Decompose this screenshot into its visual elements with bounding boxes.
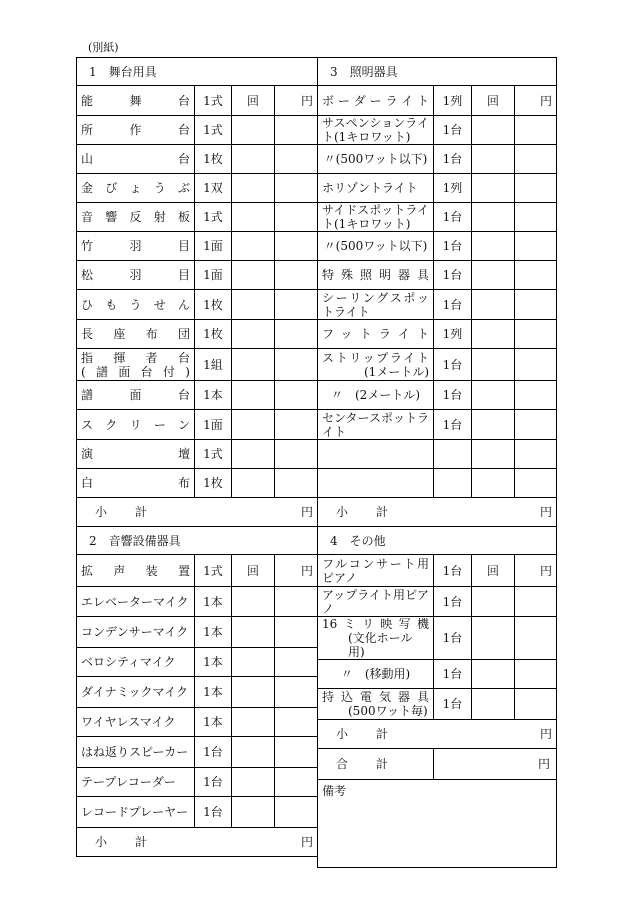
amount-cell	[515, 320, 557, 349]
item-name: 所作台	[77, 116, 195, 145]
section-title-sound-equipment: 2 音響設備器具	[77, 527, 318, 555]
item-qty: 1式	[195, 86, 232, 116]
table-row	[77, 708, 318, 737]
amount-cell	[515, 410, 557, 440]
item-qty: 1本	[195, 677, 232, 708]
times-cell	[232, 232, 275, 261]
amount-cell	[515, 145, 557, 174]
table-row	[318, 116, 557, 145]
empty-cell	[515, 469, 557, 498]
subtotal-row	[318, 720, 557, 749]
subtotal-row	[77, 828, 318, 857]
subtotal-cell	[318, 498, 557, 527]
times-header: 回	[232, 86, 275, 116]
amount-cell	[275, 290, 318, 320]
amount-cell	[275, 617, 318, 648]
yen-header: 円	[515, 555, 557, 587]
item-name: エレベーターマイク	[77, 587, 195, 617]
item-name-line2: (500ワット毎)	[348, 704, 428, 718]
times-cell	[232, 708, 275, 737]
table-row	[77, 320, 318, 349]
subtotal-unit: 円	[539, 727, 552, 741]
times-cell	[232, 261, 275, 290]
amount-cell	[515, 203, 557, 232]
item-name: ひもうせん	[77, 290, 195, 320]
item-name: スクリーン	[77, 410, 195, 440]
item-qty: 1枚	[195, 320, 232, 349]
amount-cell	[515, 617, 557, 660]
table-row	[318, 469, 557, 498]
item-qty: 1列	[434, 86, 472, 116]
times-cell	[472, 689, 515, 720]
item-name-line1: 16ミリ映写機	[322, 617, 429, 631]
item-name: サイドスポットライト(1キロワット)	[318, 203, 434, 232]
item-name: 〃(500ワット以下)	[318, 232, 434, 261]
table-row	[77, 203, 318, 232]
amount-cell	[275, 174, 318, 203]
right-fee-table	[317, 57, 557, 868]
times-cell	[232, 116, 275, 145]
times-cell	[232, 174, 275, 203]
table-row	[77, 587, 318, 617]
item-name: コンデンサーマイク	[77, 617, 195, 648]
table-row	[77, 617, 318, 648]
item-name: フットライト	[318, 320, 434, 349]
item-qty: 1台	[434, 555, 472, 587]
item-name: はね返りスピーカー	[77, 737, 195, 768]
item-name: ダイナミックマイク	[77, 677, 195, 708]
table-row	[318, 555, 557, 587]
remarks-label: 備考	[318, 780, 557, 868]
table-row	[77, 648, 318, 677]
yen-header: 円	[515, 86, 557, 116]
item-qty: 1列	[434, 320, 472, 349]
amount-cell	[275, 116, 318, 145]
item-name: アップライト用ピアノ	[318, 587, 434, 617]
times-header: 回	[472, 555, 515, 587]
item-qty: 1枚	[195, 469, 232, 498]
times-cell	[232, 203, 275, 232]
times-cell	[472, 174, 515, 203]
times-cell	[472, 381, 515, 410]
item-name: 松羽目	[77, 261, 195, 290]
subtotal-cell	[77, 828, 318, 857]
times-cell	[472, 232, 515, 261]
table-row	[77, 290, 318, 320]
amount-cell	[515, 660, 557, 689]
item-name: レコードプレーヤー	[77, 797, 195, 828]
item-name: フルコンサート用ピアノ	[318, 555, 434, 587]
times-header: 回	[472, 86, 515, 116]
subtotal-unit: 円	[300, 505, 313, 519]
subtotal-cell	[318, 720, 557, 749]
section-title-stage-equipment: 1 舞台用具	[77, 58, 318, 86]
table-row	[77, 116, 318, 145]
item-qty: 1台	[195, 737, 232, 768]
amount-cell	[515, 349, 557, 381]
item-name: ホリゾントライト	[318, 174, 434, 203]
table-row	[318, 290, 557, 320]
item-name-line2: (1メートル)	[364, 364, 429, 379]
item-qty: 1台	[434, 116, 472, 145]
times-cell	[232, 410, 275, 440]
section-title-other: 4 その他	[318, 527, 557, 555]
item-qty: 1式	[195, 440, 232, 469]
item-qty: 1本	[195, 381, 232, 410]
item-name: 〃 (移動用)	[318, 660, 434, 689]
subtotal-row	[77, 498, 318, 527]
table-row	[77, 410, 318, 440]
times-cell	[472, 290, 515, 320]
item-name: ボーダーライト	[318, 86, 434, 116]
item-name-line2: (譜面台付)	[81, 364, 190, 379]
item-qty: 1台	[434, 381, 472, 410]
times-cell	[232, 768, 275, 797]
item-name-line1: ストリップライト	[322, 350, 429, 365]
amount-cell	[515, 290, 557, 320]
amount-cell	[275, 708, 318, 737]
section-title-lighting: 3 照明器具	[318, 58, 557, 86]
amount-cell	[275, 737, 318, 768]
amount-cell	[275, 349, 318, 381]
item-qty: 1台	[434, 261, 472, 290]
times-cell	[232, 349, 275, 381]
amount-cell	[275, 587, 318, 617]
times-cell	[472, 660, 515, 689]
item-name: 金びょうぶ	[77, 174, 195, 203]
times-cell	[232, 469, 275, 498]
item-name	[318, 617, 434, 660]
table-row	[77, 349, 318, 381]
table-row	[318, 86, 557, 116]
table-row	[77, 737, 318, 768]
item-qty: 1列	[434, 174, 472, 203]
item-name: 音響反射板	[77, 203, 195, 232]
item-name: 拡声装置	[77, 555, 195, 587]
times-cell	[472, 203, 515, 232]
total-label: 合計	[336, 757, 417, 771]
item-qty: 1組	[195, 349, 232, 381]
item-name-line1: 持込電気器具	[322, 690, 429, 704]
table-row	[318, 440, 557, 469]
table-row	[318, 145, 557, 174]
amount-cell	[515, 174, 557, 203]
yen-header: 円	[275, 86, 318, 116]
subtotal-label: 小計	[95, 505, 176, 519]
times-cell	[232, 797, 275, 828]
item-name: 譜面台	[77, 381, 195, 410]
item-qty: 1台	[434, 349, 472, 381]
times-cell	[232, 145, 275, 174]
table-row	[77, 232, 318, 261]
amount-cell	[275, 261, 318, 290]
item-name: シーリングスポットライト	[318, 290, 434, 320]
table-row	[318, 689, 557, 720]
item-qty: 1台	[195, 768, 232, 797]
item-name-line2: (文化ホール用)	[348, 631, 413, 659]
item-name: センタースポットライト	[318, 410, 434, 440]
table-row	[318, 617, 557, 660]
total-row	[318, 749, 557, 780]
amount-cell	[515, 116, 557, 145]
times-cell	[472, 116, 515, 145]
item-qty: 1本	[195, 648, 232, 677]
item-name	[77, 349, 195, 381]
item-qty: 1台	[434, 145, 472, 174]
times-header: 回	[232, 555, 275, 587]
table-row	[318, 232, 557, 261]
item-name: ベロシティマイク	[77, 648, 195, 677]
table-row	[77, 555, 318, 587]
table-row	[77, 145, 318, 174]
subtotal-label: 小計	[336, 727, 417, 741]
item-name	[318, 349, 434, 381]
item-qty: 1式	[195, 203, 232, 232]
times-cell	[232, 290, 275, 320]
amount-cell	[275, 440, 318, 469]
item-qty: 1面	[195, 232, 232, 261]
item-name: 〃(500ワット以下)	[318, 145, 434, 174]
left-fee-table	[76, 57, 318, 857]
item-name-line1: 指揮者台	[81, 350, 190, 365]
item-qty: 1枚	[195, 145, 232, 174]
amount-cell	[275, 320, 318, 349]
item-qty: 1式	[195, 116, 232, 145]
table-row	[318, 174, 557, 203]
table-row	[318, 261, 557, 290]
item-name: サスペンションライト(1キロワット)	[318, 116, 434, 145]
subtotal-unit: 円	[539, 505, 552, 519]
times-cell	[232, 320, 275, 349]
times-cell	[472, 349, 515, 381]
empty-cell	[318, 469, 434, 498]
amount-cell	[275, 381, 318, 410]
item-qty: 1式	[195, 555, 232, 587]
times-cell	[472, 261, 515, 290]
total-label-cell	[318, 749, 434, 780]
amount-cell	[275, 469, 318, 498]
subtotal-row	[318, 498, 557, 527]
item-qty: 1本	[195, 708, 232, 737]
empty-cell	[434, 440, 472, 469]
amount-cell	[515, 689, 557, 720]
empty-cell	[472, 440, 515, 469]
item-qty: 1台	[434, 617, 472, 660]
subtotal-label: 小計	[95, 835, 176, 849]
subtotal-label: 小計	[336, 505, 417, 519]
empty-cell	[472, 469, 515, 498]
item-name: 演壇	[77, 440, 195, 469]
attachment-note: (別紙)	[88, 41, 119, 54]
subtotal-unit: 円	[300, 835, 313, 849]
table-row	[77, 86, 318, 116]
table-row	[318, 381, 557, 410]
amount-cell	[275, 232, 318, 261]
item-qty: 1台	[434, 660, 472, 689]
amount-cell	[275, 203, 318, 232]
amount-cell	[515, 232, 557, 261]
item-qty: 1面	[195, 261, 232, 290]
item-qty: 1枚	[195, 290, 232, 320]
item-name: ワイヤレスマイク	[77, 708, 195, 737]
times-cell	[232, 737, 275, 768]
item-qty: 1台	[434, 290, 472, 320]
item-name: 白布	[77, 469, 195, 498]
table-row	[77, 440, 318, 469]
amount-cell	[275, 797, 318, 828]
times-cell	[472, 320, 515, 349]
table-row	[318, 410, 557, 440]
table-row	[77, 174, 318, 203]
times-cell	[472, 587, 515, 617]
table-row	[77, 768, 318, 797]
table-row	[318, 660, 557, 689]
item-name: 長座布団	[77, 320, 195, 349]
table-row	[77, 797, 318, 828]
amount-cell	[275, 648, 318, 677]
item-name: 特殊照明器具	[318, 261, 434, 290]
table-row	[77, 381, 318, 410]
times-cell	[472, 617, 515, 660]
item-name: テープレコーダー	[77, 768, 195, 797]
item-qty: 1面	[195, 410, 232, 440]
table-row	[318, 203, 557, 232]
item-qty: 1台	[434, 410, 472, 440]
amount-cell	[275, 677, 318, 708]
amount-cell	[275, 410, 318, 440]
times-cell	[472, 410, 515, 440]
total-unit: 円	[434, 749, 557, 780]
item-qty: 1台	[195, 797, 232, 828]
times-cell	[232, 677, 275, 708]
subtotal-cell	[77, 498, 318, 527]
times-cell	[232, 381, 275, 410]
item-name	[318, 689, 434, 720]
item-name: 竹羽目	[77, 232, 195, 261]
item-qty: 1台	[434, 232, 472, 261]
times-cell	[472, 145, 515, 174]
amount-cell	[515, 587, 557, 617]
item-qty: 1台	[434, 689, 472, 720]
item-name: 山台	[77, 145, 195, 174]
table-row	[77, 469, 318, 498]
times-cell	[232, 648, 275, 677]
empty-cell	[318, 440, 434, 469]
table-row	[318, 587, 557, 617]
table-row	[318, 349, 557, 381]
table-row	[77, 677, 318, 708]
amount-cell	[515, 381, 557, 410]
times-cell	[232, 440, 275, 469]
yen-header: 円	[275, 555, 318, 587]
empty-cell	[434, 469, 472, 498]
item-qty: 1双	[195, 174, 232, 203]
amount-cell	[515, 261, 557, 290]
amount-cell	[275, 768, 318, 797]
item-qty: 1台	[434, 587, 472, 617]
item-name: 能舞台	[77, 86, 195, 116]
remarks-row	[318, 780, 557, 868]
item-qty: 1台	[434, 203, 472, 232]
empty-cell	[515, 440, 557, 469]
item-qty: 1本	[195, 617, 232, 648]
times-cell	[232, 587, 275, 617]
amount-cell	[275, 145, 318, 174]
times-cell	[232, 617, 275, 648]
item-name: 〃 (2メートル)	[318, 381, 434, 410]
table-row	[77, 261, 318, 290]
table-row	[318, 320, 557, 349]
item-qty: 1本	[195, 587, 232, 617]
